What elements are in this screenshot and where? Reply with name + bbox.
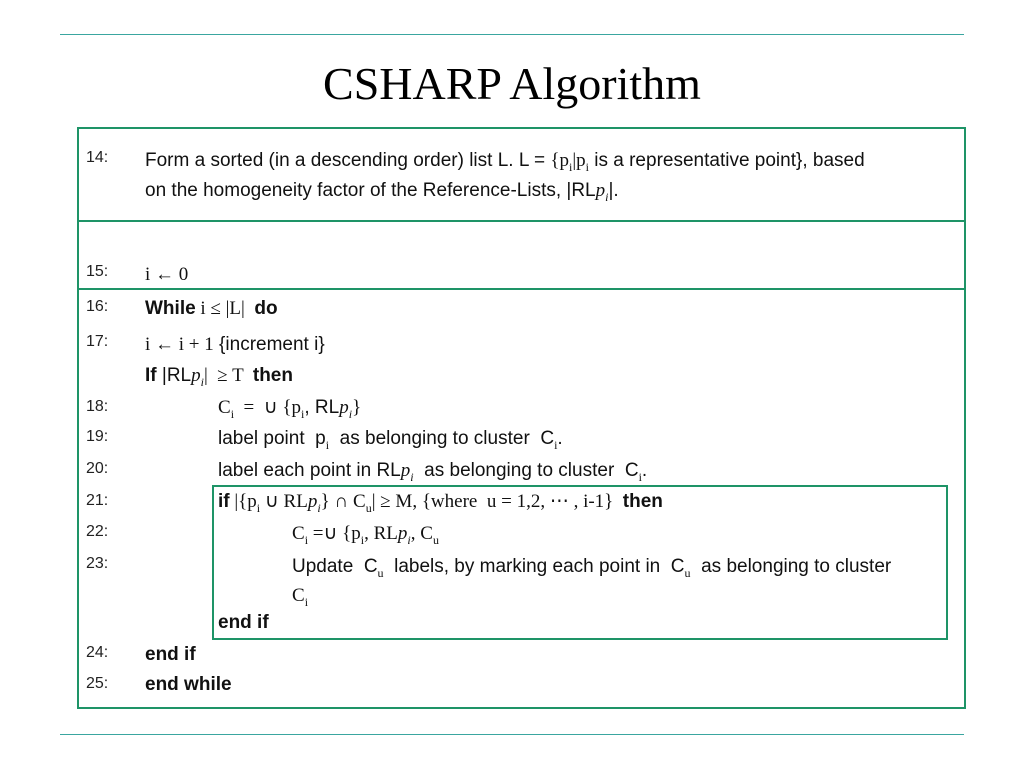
if-threshold-text: If |RLp$_i$| ≥ T then bbox=[145, 365, 293, 389]
line-25-text: end while bbox=[145, 674, 232, 695]
line-23-text-a: Update $C_u$ labels, by marking each point in $C_u$ as belonging to cluster bbox=[292, 556, 892, 580]
line-number-18: 18: bbox=[86, 398, 109, 415]
line-number-20: 20: bbox=[86, 460, 109, 477]
line-number-14: 14: bbox=[86, 149, 109, 166]
line-23-text-b: $C_i$ bbox=[292, 585, 309, 609]
line-21-text: if $|\{p_i$ ∪ RLp$_i$} ∩ $C_u| \ge M$, {where u = 1,2, ⋯ , i-1} then bbox=[218, 491, 663, 515]
section-divider-1 bbox=[77, 220, 966, 222]
line-number-19: 19: bbox=[86, 428, 109, 445]
line-22-text: $C_i$ =∪ {$p_i$, RLp$_i$, $C_u$ bbox=[292, 523, 439, 547]
line-17-text: i ← i + 1 {increment i} bbox=[145, 334, 325, 355]
line-number-16: 16: bbox=[86, 298, 109, 315]
line-19-text: label point $p_i$ as belonging to cluster $C_i$. bbox=[218, 428, 563, 452]
line-number-21: 21: bbox=[86, 492, 109, 509]
line-number-15: 15: bbox=[86, 263, 109, 280]
line-15-text: i ← 0 bbox=[145, 264, 189, 285]
bottom-rule bbox=[60, 734, 964, 735]
line-number-25: 25: bbox=[86, 675, 109, 692]
line-number-22: 22: bbox=[86, 523, 109, 540]
line-14-text-a: Form a sorted (in a descending order) list L. $L = \{p_i|p_i$ is a representative point}, based bbox=[145, 150, 865, 174]
inner-end-if-text: end if bbox=[218, 612, 269, 633]
line-number-23: 23: bbox=[86, 555, 109, 572]
line-24-text: end if bbox=[145, 644, 196, 665]
line-18-text: $C_i$ = ∪ {$p_i$, RLp$_i$} bbox=[218, 397, 362, 421]
line-14-text-b: on the homogeneity factor of the Reference-Lists, |RLp$_i$|. bbox=[145, 180, 619, 204]
page-title: CSHARP Algorithm bbox=[323, 58, 701, 109]
line-number-24: 24: bbox=[86, 644, 109, 661]
section-divider-2 bbox=[77, 288, 966, 290]
line-number-17: 17: bbox=[86, 333, 109, 350]
line-20-text: label each point in RLp$_i$ as belonging to cluster $C_i$. bbox=[218, 460, 648, 484]
line-16-text: While i ≤ |L| do bbox=[145, 298, 278, 319]
top-rule bbox=[60, 34, 964, 35]
